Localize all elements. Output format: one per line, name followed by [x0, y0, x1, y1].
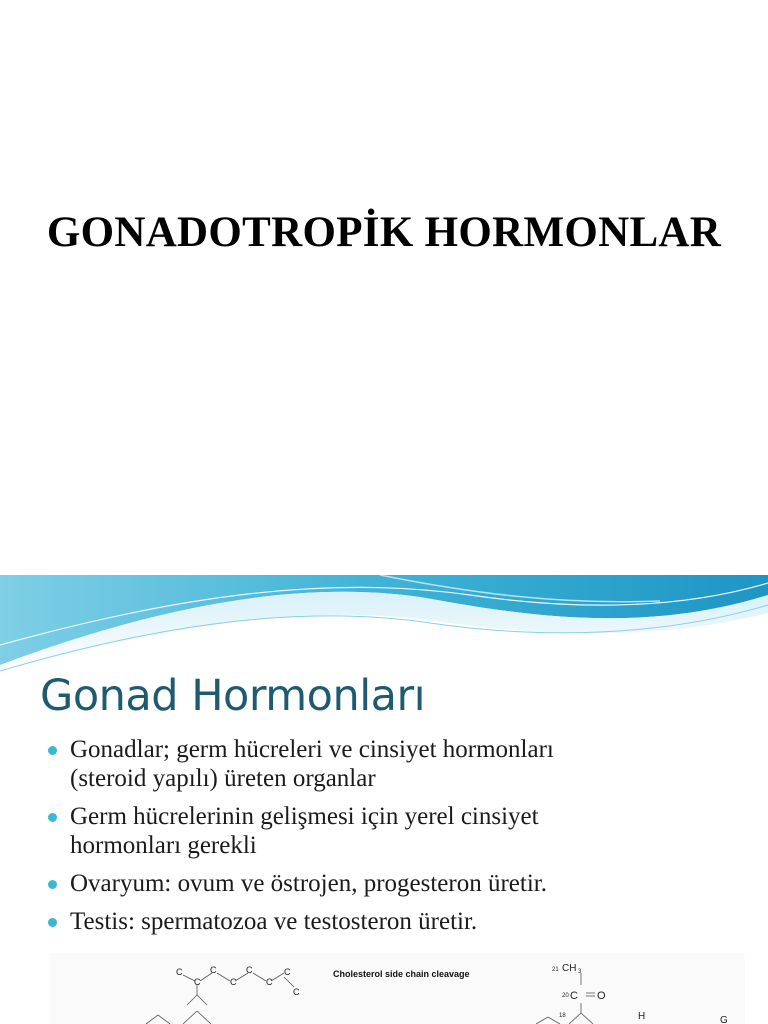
bullet-list — [46, 735, 756, 945]
atom-label: C — [284, 967, 291, 977]
list-item — [46, 802, 756, 860]
bullet-text: Gonadlar; germ hücreleri ve cinsiyet hormonları — [70, 736, 554, 763]
atom-label: C — [210, 965, 217, 975]
atom-label: C — [266, 977, 273, 987]
atom-label: C — [176, 967, 183, 977]
atom-label: G — [720, 1015, 728, 1024]
atom-label: H — [638, 1011, 646, 1022]
atom-subscript: 3 — [578, 969, 582, 975]
atom-label: C — [194, 977, 201, 987]
bullet-text: Germ hücrelerinin gelişmesi için yerel cinsiyet — [70, 803, 539, 830]
bullet-text: hormonları gerekli — [70, 832, 257, 859]
bullet-icon — [48, 746, 57, 755]
atom-number: 21 — [552, 967, 559, 973]
atom-label: C — [246, 965, 253, 975]
list-item — [46, 907, 756, 936]
atom-number: 20 — [562, 993, 569, 999]
atom-label: C — [293, 987, 300, 997]
bullet-text: Ovaryum: ovum ve östrojen, progesteron üretir. — [70, 870, 547, 897]
list-item — [46, 735, 756, 793]
bullet-text: (steroid yapılı) üreten organlar — [70, 765, 376, 792]
atom-label: C — [230, 977, 237, 987]
atom-number: 18 — [559, 1013, 566, 1019]
atom-label: O — [597, 990, 606, 1002]
section-title: Gonad Hormonları — [40, 671, 426, 721]
atom-label: CH — [562, 963, 577, 974]
atom-label: C — [570, 990, 578, 1002]
diagram-caption: Cholesterol side chain cleavage — [333, 969, 470, 979]
page-title: GONADOTROPİK HORMONLAR — [46, 209, 722, 256]
cholesterol-cleavage-diagram — [50, 953, 745, 1024]
list-item — [46, 869, 756, 898]
header-wave-decoration — [0, 575, 768, 685]
slide-gonad-hormones — [0, 575, 768, 1024]
chemical-structure — [50, 953, 745, 1024]
bullet-icon — [48, 880, 57, 889]
bullet-icon — [48, 813, 57, 822]
bullet-text: Testis: spermatozoa ve testosteron üretir. — [70, 908, 478, 935]
bullet-icon — [48, 918, 57, 927]
